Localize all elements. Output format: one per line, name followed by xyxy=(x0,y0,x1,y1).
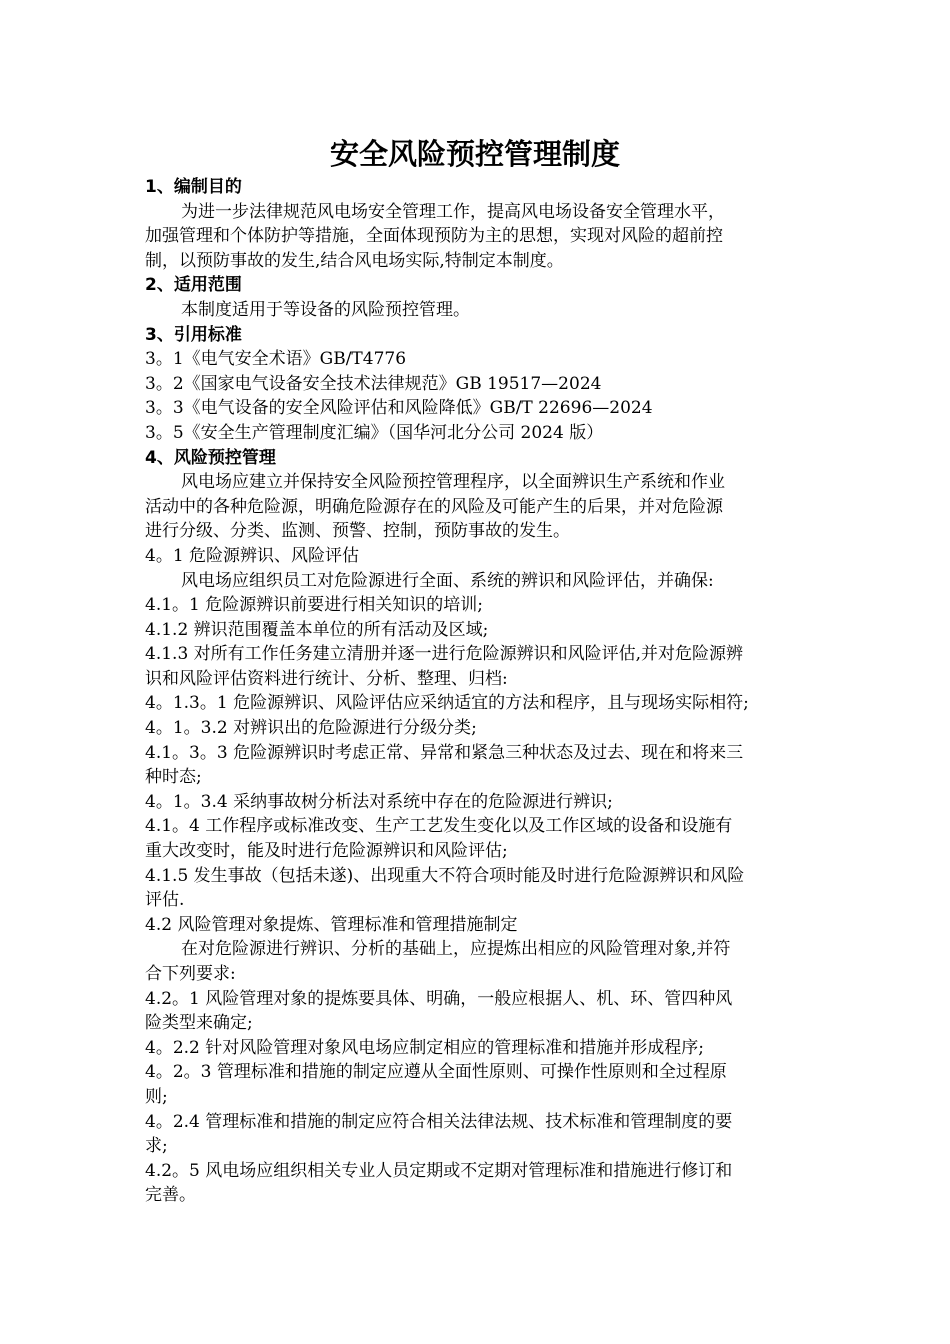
text-line: 识和风险评估资料进行统计、分析、整理、归档: xyxy=(145,668,508,689)
text-line: 活动中的各种危险源，明确危险源存在的风险及可能产生的后果，并对危险源 xyxy=(145,496,723,517)
clause-item xyxy=(145,593,805,618)
clause-item xyxy=(145,987,805,1036)
text-line: 风电场应组织员工对危险源进行全面、系统的辨识和风险评估，并确保: xyxy=(181,570,714,591)
text-line: 则; xyxy=(145,1086,168,1107)
clause-item xyxy=(145,544,805,569)
clause-item xyxy=(145,1159,805,1208)
text-line: 求; xyxy=(145,1136,168,1157)
clause-item xyxy=(145,691,805,716)
section-heading: 2、适用范围 xyxy=(145,275,242,296)
text-line: 在对危险源进行辨识、分析的基础上，应提炼出相应的风险管理对象,并符 xyxy=(181,939,731,960)
text-line: 重大改变时，能及时进行危险源辨识和风险评估; xyxy=(145,841,508,862)
clause-item xyxy=(145,913,805,938)
body-paragraph xyxy=(145,200,805,274)
clause-item xyxy=(145,1110,805,1159)
document-title: 安全风险预控管理制度 xyxy=(329,137,620,171)
clause-item xyxy=(145,396,805,421)
text-line: 加强管理和个体防护等措施，全面体现预防为主的思想，实现对风险的超前控 xyxy=(145,226,723,247)
clause-item xyxy=(145,1036,805,1061)
text-line: 3。3《电气设备的安全风险评估和风险降低》GB/T 22696—2024 xyxy=(145,398,653,419)
clause-item xyxy=(145,347,805,372)
text-line: 风电场应建立并保持安全风险预控管理程序，以全面辨识生产系统和作业 xyxy=(181,472,725,493)
clause-item xyxy=(145,642,805,691)
clause-item xyxy=(145,618,805,643)
text-line: 4。2。3 管理标准和措施的制定应遵从全面性原则、可操作性原则和全过程原 xyxy=(145,1062,727,1083)
section-heading: 3、引用标准 xyxy=(145,324,242,345)
body-paragraph xyxy=(145,298,805,323)
text-line: 3。1《电气安全术语》GB/T4776 xyxy=(145,349,407,370)
text-line: 制，以预防事故的发生,结合风电场实际,特制定本制度。 xyxy=(145,250,564,271)
text-line: 4。2.2 针对风险管理对象风电场应制定相应的管理标准和措施并形成程序; xyxy=(145,1037,704,1058)
text-line: 3。5《安全生产管理制度汇编》（国华河北分公司 2024 版） xyxy=(145,422,604,443)
document-body xyxy=(145,175,805,1208)
clause-item xyxy=(145,421,805,446)
clause-item xyxy=(145,864,805,913)
text-line: 4.1。3。3 危险源辨识时考虑正常、异常和紧急三种状态及过去、现在和将来三 xyxy=(145,742,744,763)
text-line: 4.1.5 发生事故（包括未遂)、出现重大不符合项时能及时进行危险源辨识和风险 xyxy=(145,865,745,886)
clause-item xyxy=(145,372,805,397)
clause-item xyxy=(145,716,805,741)
text-line: 4.1.3 对所有工作任务建立清册并逐一进行危险源辨识和风险评估,并对危险源辨 xyxy=(145,644,744,665)
text-line: 4.1。4 工作程序或标准改变、生产工艺发生变化以及工作区域的设备和设施有 xyxy=(145,816,733,837)
clause-item xyxy=(145,814,805,863)
text-line: 4.1.2 辨识范围覆盖本单位的所有活动及区域; xyxy=(145,619,489,640)
section-heading: 1、编制目的 xyxy=(145,177,242,197)
text-line: 3。2《国家电气设备安全技术法律规范》GB 19517—2024 xyxy=(145,373,602,394)
text-line: 为进一步法律规范风电场安全管理工作，提高风电场设备安全管理水平， xyxy=(181,201,725,222)
text-line: 种时态; xyxy=(145,767,202,788)
clause-item xyxy=(145,741,805,790)
text-line: 4.2。1 风险管理对象的提炼要具体、明确，一般应根据人、机、环、管四种风 xyxy=(145,988,733,1009)
text-line: 评估. xyxy=(145,890,185,911)
text-line: 4。1。3.2 对辨识出的危险源进行分级分类; xyxy=(145,718,477,739)
text-line: 4。1。3.4 采纳事故树分析法对系统中存在的危险源进行辨识; xyxy=(145,791,613,812)
clause-item xyxy=(145,790,805,815)
text-line: 4.2 风险管理对象提炼、管理标准和管理措施制定 xyxy=(145,914,518,935)
body-paragraph xyxy=(145,470,805,544)
section-heading: 4、风险预控管理 xyxy=(145,447,276,468)
text-line: 完善。 xyxy=(145,1185,196,1206)
text-line: 4。1 危险源辨识、风险评估 xyxy=(145,545,360,566)
text-line: 4。1.3。1 危险源辨识、风险评估应采纳适宜的方法和程序，且与现场实际相符; xyxy=(145,693,749,714)
text-line: 4。2.4 管理标准和措施的制定应符合相关法律法规、技术标准和管理制度的要 xyxy=(145,1111,733,1132)
clause-item xyxy=(145,1060,805,1109)
text-line: 险类型来确定; xyxy=(145,1013,253,1034)
text-line: 进行分级、分类、监测、预警、控制，预防事故的发生。 xyxy=(145,521,570,542)
text-line: 4.1。1 危险源辨识前要进行相关知识的培训; xyxy=(145,595,483,616)
body-paragraph xyxy=(145,569,805,594)
text-line: 合下列要求: xyxy=(145,964,236,984)
body-paragraph xyxy=(145,937,805,986)
text-line: 4.2。5 风电场应组织相关专业人员定期或不定期对管理标准和措施进行修订和 xyxy=(145,1160,733,1181)
text-line: 本制度适用于等设备的风险预控管理。 xyxy=(181,299,470,320)
